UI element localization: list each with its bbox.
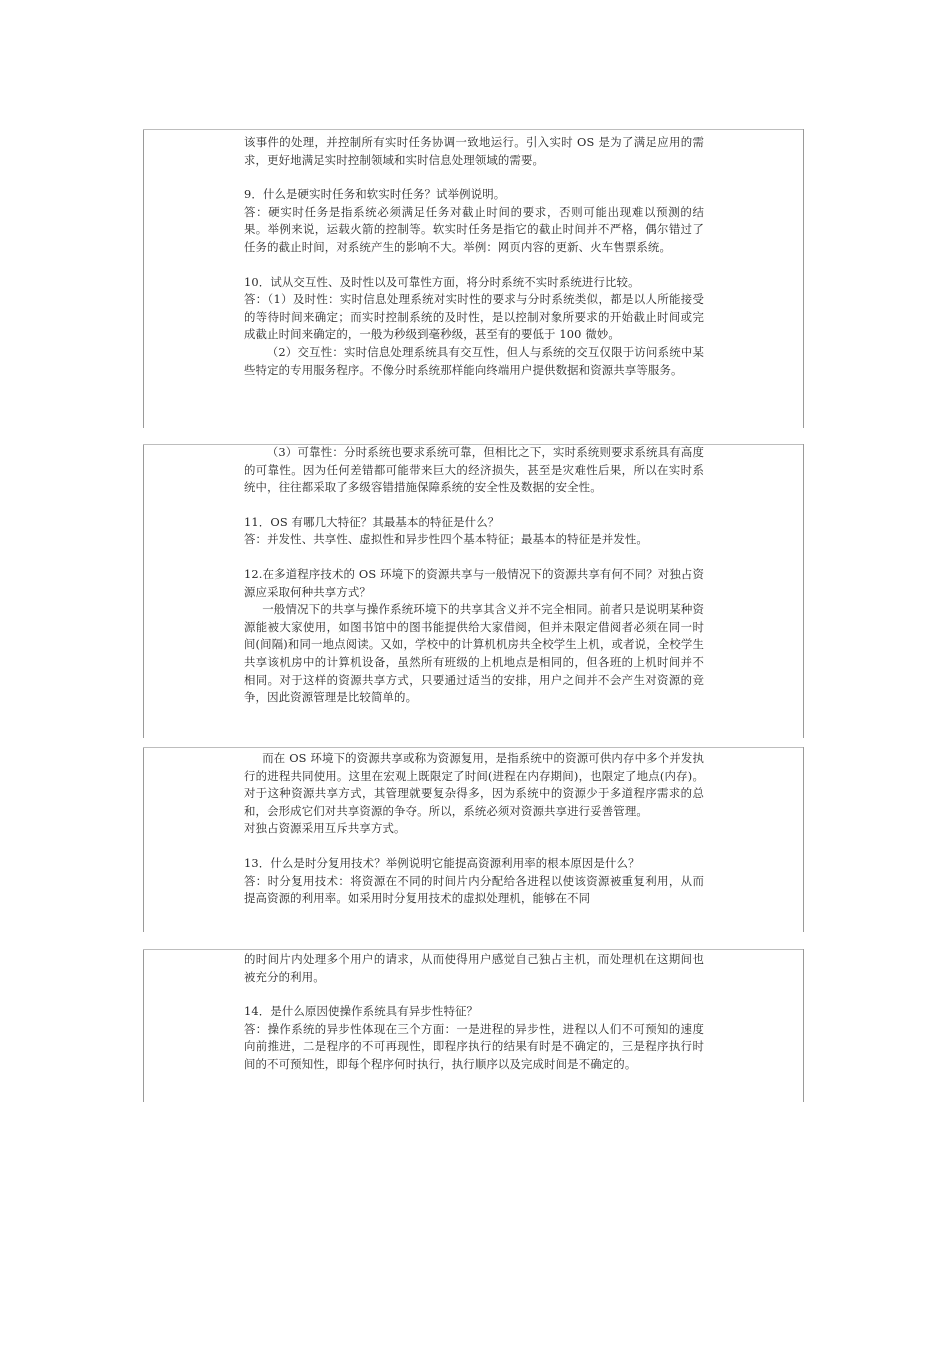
segment-content bbox=[244, 951, 704, 1074]
answer-10-part-3: （3）可靠性：分时系统也要求系统可靠，但相比之下，实时系统则要求系统具有高度的可靠性。因为任何差错都可能带来巨大的经济损失，甚至是灾难性后果，所以在实时系统中，往往都采取了多级容错措施保障系统的安全性及数据的安全性。 bbox=[244, 445, 704, 495]
segment-content bbox=[244, 750, 704, 908]
answer-10-part-2: （2）交互性：实时信息处理系统具有交互性，但人与系统的交互仅限于访问系统中某些特定的专用服务程序。不像分时系统那样能向终端用户提供数据和资源共享等服务。 bbox=[244, 344, 704, 377]
segment-top-rule bbox=[143, 129, 804, 130]
answer-14: 答：操作系统的异步性体现在三个方面：一是进程的异步性，进程以人们不可预知的速度向前推进，二是程序的不可再现性，即程序执行的结果有时是不确定的，三是程序执行时间的不可预知性，即每个程序何时执行，执行顺序以及完成时间是不确定的。 bbox=[244, 1021, 704, 1071]
question-10: 10．试从交互性、及时性以及可靠性方面，将分时系统不实时系统进行比较。 bbox=[244, 274, 640, 289]
answer-9: 答：硬实时任务是指系统必须满足任务对截止时间的要求，否则可能出现难以预测的结果。举例来说，运载火箭的控制等。软实时任务是指它的截止时间并不严格，偶尔错过了任务的截止时间，对系统产生的影响不大。举例：网页内容的更新、火车售票系统。 bbox=[244, 204, 704, 254]
question-12: 12.在多道程序技术的 OS 环境下的资源共享与一般情况下的资源共享有何不同？对独占资源应采取何种共享方式？ bbox=[244, 566, 704, 599]
answer-13-part-2: 的时间片内处理多个用户的请求，从而使得用户感觉自己独占主机，而处理机在这期间也被充分的利用。 bbox=[244, 952, 704, 984]
segment-content bbox=[244, 134, 704, 379]
question-9: 9．什么是硬实时任务和软实时任务？试举例说明。 bbox=[244, 187, 506, 202]
answer-12-part-2: 而在 OS 环境下的资源共享或称为资源复用，是指系统中的资源可供内存中多个并发执行的进程共同使用。这里在宏观上既限定了时间(进程在内存期间)，也限定了地点(内存)。对于这种资源共享方式，其管理就要复杂得多，因为系统中的资源少于多道程序需求的总和，会形成它们对共享资源的争夺。所以，系统必须对资源共享进行妥善管理。 bbox=[244, 751, 704, 818]
question-11: 11．OS 有哪几大特征？其最基本的特征是什么？ bbox=[244, 514, 500, 529]
answer-11: 答：并发性、共享性、虚拟性和异步性四个基本特征；最基本的特征是并发性。 bbox=[244, 532, 648, 547]
page-segment-2 bbox=[143, 444, 804, 738]
paragraph: 该事件的处理，并控制所有实时任务协调一致地运行。引入实时 OS 是为了满足应用的需求，更好地满足实时控制领域和实时信息处理领域的需要。 bbox=[244, 135, 704, 167]
answer-10-part-1: 答：（1）及时性：实时信息处理系统对实时性的要求与分时系统类似，都是以人所能接受的等待时间来确定；而实时控制系统的及时性，是以控制对象所要求的开始截止时间或完成截止时间来确定的，一般为秒级到毫秒级，甚至有的要低于 100 微妙。 bbox=[244, 292, 704, 342]
question-14: 14．是什么原因使操作系统具有异步性特征？ bbox=[244, 1004, 479, 1019]
question-13: 13．什么是时分复用技术？举例说明它能提高资源利用率的根本原因是什么？ bbox=[244, 855, 640, 870]
answer-12-part-3: 对独占资源采用互斥共享方式。 bbox=[244, 821, 406, 836]
answer-12-part-1: 一般情况下的共享与操作系统环境下的共享其含义并不完全相同。前者只是说明某种资源能被大家使用，如图书馆中的图书能提供给大家借阅，但并未限定借阅者必须在同一时间(间隔)和同一地点阅读。又如，学校中的计算机机房共全校学生上机，或者说，全校学生共享该机房中的计算机设备，虽然所有班级的上机地点是相同的，但各班的上机时间并不相同。对于这样的资源共享方式，只要通过适当的安排，用户之间并不会产生对资源的竞争，因此资源管理是比较简单的。 bbox=[244, 602, 704, 705]
segment-top-rule bbox=[143, 949, 804, 950]
segment-top-rule bbox=[143, 747, 804, 748]
answer-13-part-1: 答：时分复用技术：将资源在不同的时间片内分配给各进程以使该资源被重复利用，从而提高资源的利用率。如采用时分复用技术的虚拟处理机，能够在不同 bbox=[244, 873, 704, 906]
page-segment-1 bbox=[143, 129, 804, 428]
page-segment-3 bbox=[143, 747, 804, 932]
segment-content bbox=[244, 444, 704, 707]
page-segment-4 bbox=[143, 949, 804, 1102]
